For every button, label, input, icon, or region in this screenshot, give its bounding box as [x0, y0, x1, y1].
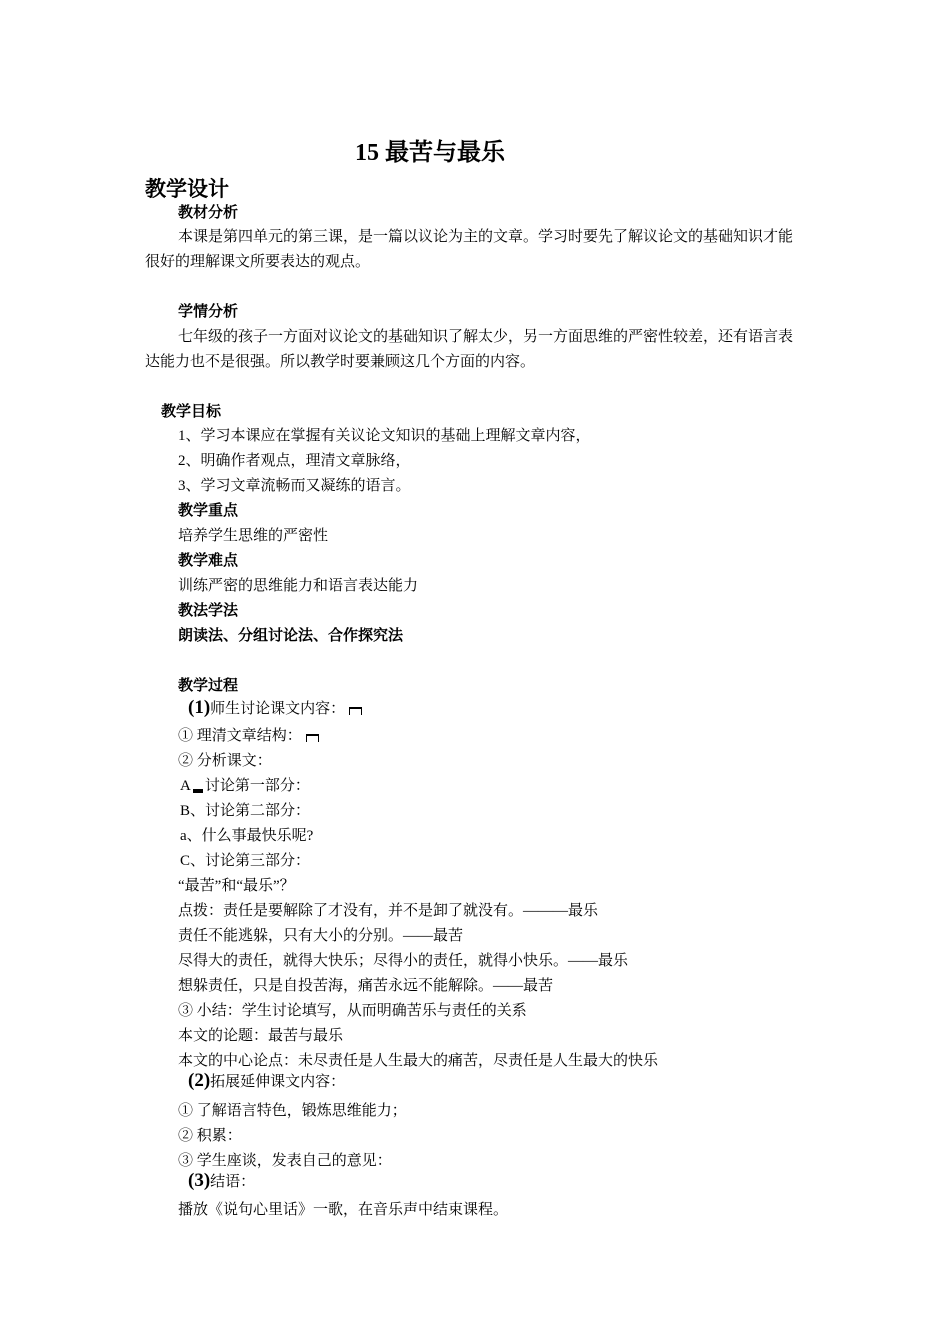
methods-text: 朗读法、分组讨论法、合作探究法 — [178, 626, 404, 644]
process-step-1 — [188, 697, 362, 719]
line-text: A — [180, 778, 191, 794]
process-line: 本文的中心论点：未尽责任是人生最大的痛苦，尽责任是人生最大的快乐 — [178, 1053, 659, 1069]
placeholder-mark-icon — [193, 789, 203, 793]
process-line: 点拨：责任是要解除了才没有，并不是卸了就没有。———最乐 — [178, 903, 599, 919]
process-line: ③ 小结：学生讨论填写，从而明确苦乐与责任的关系 — [178, 1003, 527, 1019]
process-line: a、什么事最快乐呢? — [180, 828, 314, 844]
process-line: ② 积累： — [178, 1128, 242, 1144]
key-point-text: 培养学生思维的严密性 — [178, 528, 329, 544]
process-line: 尽得大的责任，就得大快乐；尽得小的责任，就得小快乐。——最乐 — [178, 953, 629, 969]
process-line: ② 分析课文： — [178, 753, 272, 769]
process-line: ① 了解语言特色，锻炼思维能力； — [178, 1103, 407, 1119]
process-line: 本文的论题：最苦与最乐 — [178, 1028, 344, 1044]
difficulty-label: 教学难点 — [178, 551, 239, 569]
goal-item: 1、学习本课应在掌握有关议论文知识的基础上理解文章内容， — [178, 428, 591, 444]
process-step-3 — [188, 1170, 255, 1192]
line-text: ① 理清文章结构： — [178, 728, 302, 744]
process-line: ③ 学生座谈，发表自己的意见： — [178, 1153, 392, 1169]
section-heading: 教学设计 — [145, 177, 229, 201]
goal-item: 2、明确作者观点，理清文章脉络， — [178, 453, 411, 469]
key-point-label: 教学重点 — [178, 501, 239, 519]
bracket-mark-icon — [306, 734, 319, 742]
material-analysis-label: 教材分析 — [178, 203, 239, 221]
step-text: 师生讨论课文内容： — [210, 701, 346, 717]
process-line: C、讨论第三部分： — [180, 853, 311, 869]
process-line: “最苦”和“最乐”？ — [178, 878, 295, 894]
goal-item: 3、学习文章流畅而又凝练的语言。 — [178, 478, 411, 494]
process-step-2 — [188, 1070, 345, 1092]
bracket-mark-icon — [349, 707, 362, 715]
process-label: 教学过程 — [178, 676, 239, 694]
goals-label: 教学目标 — [161, 402, 222, 420]
material-analysis-text: 本课是第四单元的第三课，是一篇以议论为主的文章。学习时要先了解议论文的基础知识才能很好的理解课文所要表达的观点。 — [145, 227, 794, 270]
line-text: 讨论第一部分： — [204, 778, 310, 794]
process-line — [180, 774, 310, 795]
student-analysis-text: 七年级的孩子一方面对议论文的基础知识了解太少，另一方面思维的严密性较差，还有语言表达能力也不是很强。所以教学时要兼顾这几个方面的内容。 — [145, 327, 794, 370]
document-title: 15 最苦与最乐 — [355, 140, 505, 166]
process-line: 想躲责任，只是自投苦海，痛苦永远不能解除。——最苦 — [178, 978, 554, 994]
process-line: 责任不能逃躲，只有大小的分别。——最苦 — [178, 928, 464, 944]
step-number: (2) — [188, 1070, 211, 1091]
step-text: 拓展延伸课文内容： — [210, 1074, 346, 1090]
student-analysis-label: 学情分析 — [178, 302, 239, 320]
step-number: (3) — [188, 1170, 211, 1191]
step-text: 结语： — [210, 1174, 256, 1190]
process-line: 播放《说句心里话》一歌，在音乐声中结束课程。 — [178, 1202, 509, 1218]
difficulty-text: 训练严密的思维能力和语言表达能力 — [178, 578, 419, 594]
process-line — [178, 724, 319, 745]
step-number: (1) — [188, 697, 211, 718]
process-line: B、讨论第二部分： — [180, 803, 311, 819]
methods-label: 教法学法 — [178, 601, 239, 619]
